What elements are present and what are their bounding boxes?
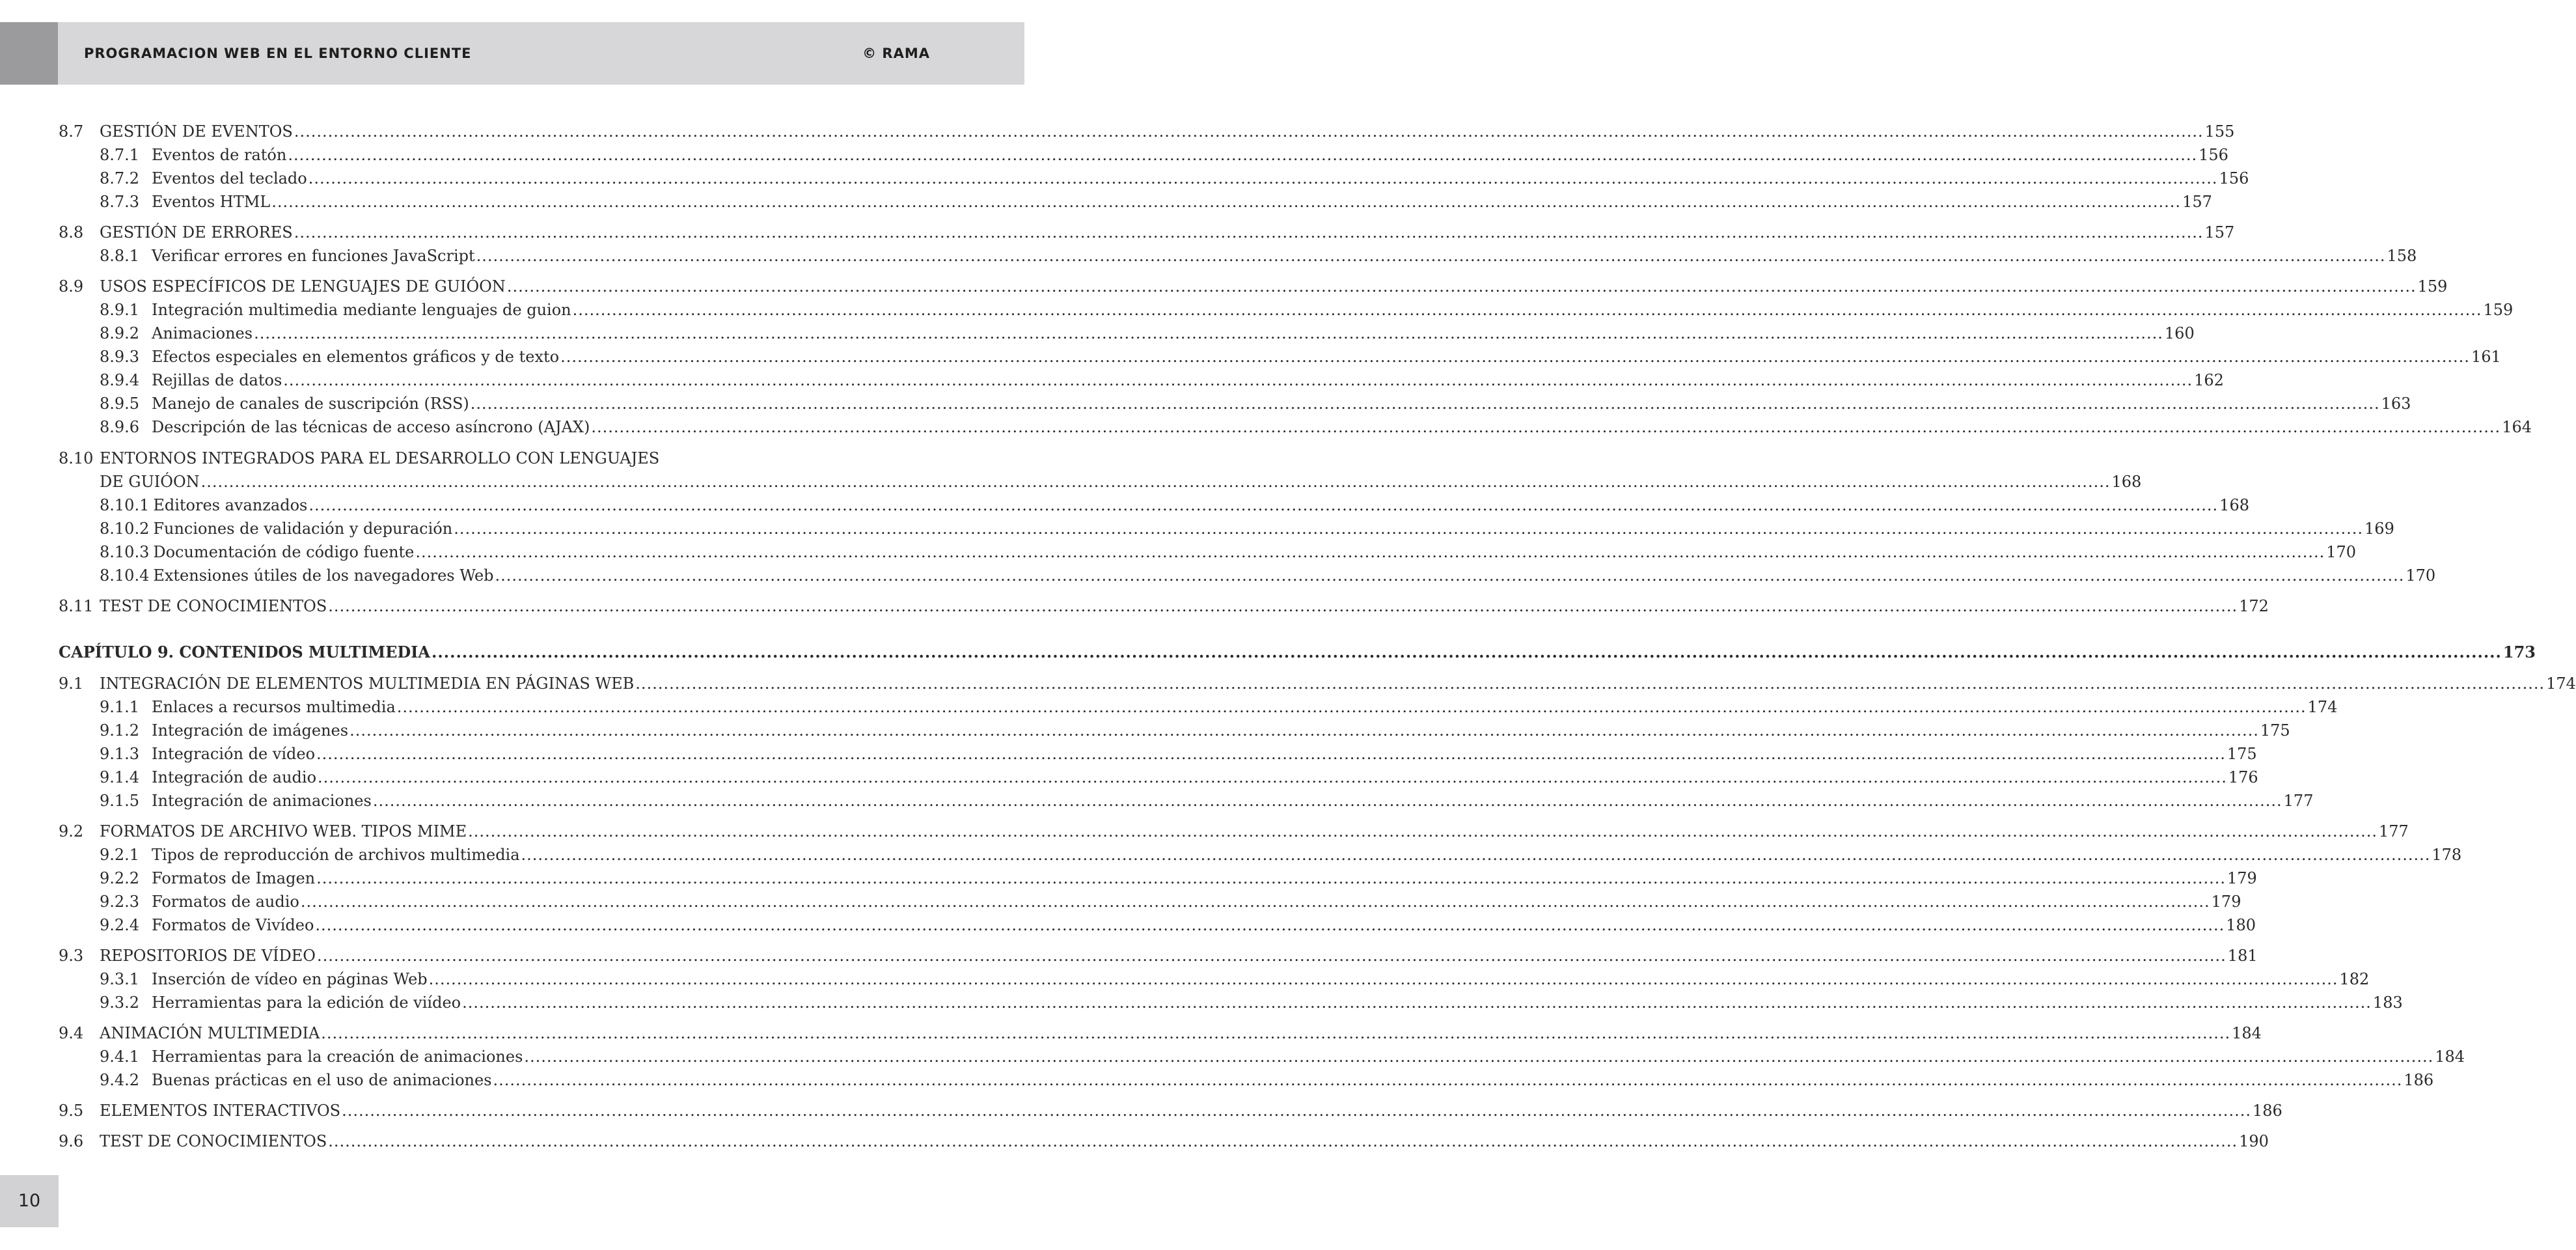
toc-entry-page: 180	[2226, 916, 2256, 934]
running-header-title: PROGRAMACION WEB EN EL ENTORNO CLIENTE	[84, 46, 472, 61]
toc-entry-number: 9.3	[59, 947, 84, 965]
toc-section-entry[interactable]	[59, 1131, 2269, 1152]
toc-entry-page: 179	[2227, 869, 2257, 887]
toc-section-entry[interactable]	[59, 276, 2448, 297]
toc-entry-title: Eventos HTML	[152, 193, 271, 211]
dot-leader	[573, 299, 2482, 320]
dot-leader	[560, 346, 2470, 367]
toc-entry-number: 8.9.3	[100, 348, 140, 366]
dot-leader	[524, 1046, 2433, 1067]
toc-subsection-entry[interactable]	[59, 1046, 2465, 1067]
toc-entry-number: 8.8.1	[100, 247, 140, 265]
toc-entry-number: 9.1.2	[100, 721, 140, 740]
toc-entry-page: 164	[2502, 418, 2532, 436]
dot-leader	[308, 495, 2218, 516]
dot-leader	[635, 673, 2545, 694]
dot-leader	[349, 720, 2259, 741]
toc-subsection-entry[interactable]	[59, 992, 2403, 1013]
dot-leader	[308, 168, 2218, 189]
toc-subsection-entry[interactable]	[59, 495, 2249, 516]
toc-entry-title: Integración multimedia mediante lenguajes de guion	[152, 301, 571, 319]
toc-entry-number: 9.4	[59, 1024, 84, 1042]
page-number: 10	[18, 1191, 41, 1211]
toc-subsection-entry[interactable]	[59, 697, 2338, 717]
dot-leader	[318, 767, 2227, 788]
toc-entry-page: 157	[2204, 223, 2235, 242]
toc-entry-page: 169	[2364, 520, 2394, 538]
dot-leader	[301, 891, 2210, 912]
dot-leader	[271, 191, 2181, 212]
toc-subsection-entry[interactable]	[59, 891, 2241, 912]
toc-entry-page: 176	[2228, 768, 2258, 786]
toc-entry-page: 158	[2387, 247, 2417, 265]
toc-entry-title: Integración de audio	[152, 768, 317, 786]
toc-section-entry[interactable]	[59, 448, 930, 469]
toc-subsection-entry[interactable]	[59, 299, 2514, 320]
toc-entry-title: Documentación de código fuente	[153, 543, 415, 561]
toc-entry-number: 8.9.2	[100, 324, 140, 342]
toc-subsection-entry[interactable]	[59, 168, 2249, 189]
toc-entry-number: 8.7.1	[100, 146, 140, 164]
dot-leader	[432, 642, 2502, 663]
toc-entry-title: Inserción de vídeo en páginas Web	[152, 970, 428, 988]
toc-entry-title: Formatos de Imagen	[152, 869, 316, 887]
toc-entry-title: Manejo de canales de suscripción (RSS)	[152, 395, 469, 413]
dot-leader	[476, 245, 2386, 266]
dot-leader	[317, 945, 2227, 966]
toc-entry-title: Editores avanzados	[153, 496, 308, 514]
toc-entry-title: Verificar errores en funciones JavaScript	[152, 247, 475, 265]
dot-leader	[254, 323, 2163, 344]
toc-entry-number: 9.1.5	[100, 792, 140, 810]
toc-subsection-entry[interactable]	[59, 767, 2258, 788]
toc-entry-title: Eventos del teclado	[152, 169, 307, 188]
toc-entry-number: 8.8	[59, 223, 84, 242]
toc-entry-number: 8.11	[59, 597, 94, 615]
toc-subsection-entry[interactable]	[59, 393, 2411, 414]
toc-entry-page: 172	[2239, 597, 2269, 615]
toc-section-entry[interactable]	[59, 121, 2235, 142]
toc-entry-number: 8.10.2	[100, 520, 150, 538]
dot-leader	[294, 121, 2204, 142]
toc-entry-number: 8.7.2	[100, 169, 140, 188]
toc-subsection-entry[interactable]	[59, 417, 2532, 438]
toc-subsection-entry[interactable]	[59, 245, 2417, 266]
dot-leader	[342, 1100, 2251, 1121]
toc-entry-number: 8.7.3	[100, 193, 140, 211]
toc-entry-number: 8.10	[59, 449, 94, 467]
dot-leader	[321, 1023, 2230, 1044]
toc-entry-number: 9.1.1	[100, 698, 140, 716]
toc-entry-number: 8.10.1	[100, 496, 150, 514]
toc-entry-page: 168	[2111, 473, 2142, 491]
dot-leader	[201, 471, 2111, 492]
dot-leader	[429, 969, 2338, 990]
dot-leader	[294, 222, 2204, 243]
toc-entry-number: 9.1.3	[100, 745, 140, 763]
toc-entry-page: 168	[2219, 496, 2249, 514]
toc-entry-page: 156	[2219, 169, 2249, 188]
dot-leader	[495, 565, 2405, 586]
toc-entry-title: TEST DE CONOCIMIENTOS	[100, 1132, 327, 1150]
header-color-block	[0, 22, 58, 85]
toc-entry-number: 8.7	[59, 122, 84, 141]
dot-leader	[288, 145, 2197, 165]
toc-entry-number: 9.4.1	[100, 1048, 140, 1066]
toc-entry-page: 159	[2483, 301, 2514, 319]
toc-entry-page: 162	[2194, 371, 2224, 389]
toc-entry-number: 9.1	[59, 674, 84, 693]
toc-subsection-entry[interactable]	[59, 518, 2394, 539]
dot-leader	[521, 844, 2431, 865]
toc-entry-page: 160	[2164, 324, 2195, 342]
toc-entry-page: 170	[2405, 566, 2436, 585]
toc-entry-title: REPOSITORIOS DE VÍDEO	[100, 947, 316, 965]
toc-entry-title: DE GUIÓON	[100, 473, 200, 491]
toc-entry-page: 181	[2227, 947, 2258, 965]
toc-subsection-entry[interactable]	[59, 323, 2195, 344]
toc-entry-page: 179	[2211, 893, 2241, 911]
toc-entry-page: 177	[2283, 792, 2314, 810]
toc-section-entry[interactable]	[59, 596, 2269, 617]
toc-entry-title: Buenas prácticas en el uso de animaciones	[152, 1071, 492, 1089]
toc-entry-number: 9.2.3	[100, 893, 140, 911]
toc-entry-title: Integración de imágenes	[152, 721, 349, 740]
dot-leader	[493, 1070, 2403, 1090]
toc-entry-number: 8.9	[59, 277, 84, 296]
toc-entry-title: FORMATOS DE ARCHIVO WEB. TIPOS MIME	[100, 822, 467, 840]
toc-entry-number: 9.2.1	[100, 846, 140, 864]
dot-leader	[454, 518, 2363, 539]
dot-leader	[415, 542, 2325, 562]
toc-entry-number: 8.10.3	[100, 543, 150, 561]
toc-entry-title: Formatos de audio	[152, 893, 299, 911]
toc-entry-page: 159	[2417, 277, 2448, 296]
toc-entry-number: 9.1.4	[100, 768, 140, 786]
toc-entry-page: 182	[2339, 970, 2370, 988]
toc-entry-number: 8.9.6	[100, 418, 140, 436]
toc-entry-page: 170	[2326, 543, 2357, 561]
toc-entry-number: 9.5	[59, 1102, 84, 1120]
toc-subsection-entry[interactable]	[59, 743, 2257, 764]
toc-entry-title: Efectos especiales en elementos gráficos y de texto	[152, 348, 560, 366]
toc-entry-title: Herramientas para la edición de viídeo	[152, 993, 461, 1012]
toc-entry-page: 163	[2381, 395, 2411, 413]
toc-entry-number: 9.2	[59, 822, 84, 840]
toc-section-entry[interactable]	[59, 673, 2576, 694]
toc-entry-title: ENTORNOS INTEGRADOS PARA EL DESARROLLO CON LENGUAJES	[100, 449, 660, 467]
toc-entry-number: 9.6	[59, 1132, 84, 1150]
toc-entry-title: ANIMACIÓN MULTIMEDIA	[100, 1024, 320, 1042]
toc-subsection-entry[interactable]	[59, 720, 2290, 741]
running-header-publisher: © RAMA	[862, 46, 930, 61]
toc-entry-page: 177	[2378, 822, 2409, 840]
dot-leader	[591, 417, 2501, 438]
dot-leader	[468, 821, 2377, 842]
toc-entry-page: 155	[2204, 122, 2235, 141]
toc-entry-number: 9.3.2	[100, 993, 140, 1012]
toc-section-entry[interactable]	[59, 1023, 2262, 1044]
dot-leader	[328, 596, 2238, 617]
toc-entry-page: 190	[2239, 1132, 2269, 1150]
toc-section-entry[interactable]	[59, 945, 2258, 966]
toc-entry-title: Descripción de las técnicas de acceso asíncrono (AJAX)	[152, 418, 590, 436]
toc-entry-page: 186	[2252, 1102, 2282, 1120]
toc-entry-title: Herramientas para la creación de animaciones	[152, 1048, 523, 1066]
toc-entry-page: 178	[2432, 846, 2462, 864]
toc-entry-title: Enlaces a recursos multimedia	[152, 698, 396, 716]
toc-entry-page: 157	[2182, 193, 2212, 211]
toc-subsection-entry[interactable]	[59, 844, 2462, 865]
dot-leader	[507, 276, 2417, 297]
dot-leader	[316, 868, 2226, 889]
toc-entry-title: ELEMENTOS INTERACTIVOS	[100, 1102, 341, 1120]
toc-subsection-entry[interactable]	[59, 565, 2436, 586]
toc-subsection-entry[interactable]	[59, 542, 2357, 562]
toc-chapter-entry[interactable]	[59, 642, 2536, 663]
toc-entry-title: Funciones de validación y depuración	[153, 520, 453, 538]
toc-subsection-entry[interactable]	[59, 1070, 2434, 1090]
toc-entry-number: 8.9.1	[100, 301, 140, 319]
toc-entry-page: 184	[2232, 1024, 2262, 1042]
toc-subsection-entry[interactable]	[59, 370, 2224, 391]
toc-entry-number: 8.9.5	[100, 395, 140, 413]
toc-entry-title: Extensiones útiles de los navegadores Web	[153, 566, 494, 585]
toc-subsection-entry[interactable]	[59, 346, 2501, 367]
toc-subsection-entry[interactable]	[59, 145, 2228, 165]
toc-entry-title: Tipos de reproducción de archivos multimedia	[152, 846, 520, 864]
toc-entry-title: GESTIÓN DE ERRORES	[100, 223, 293, 242]
toc-section-entry[interactable]	[59, 471, 2142, 492]
toc-entry-title: Animaciones	[152, 324, 253, 342]
dot-leader	[315, 915, 2225, 936]
toc-entry-title: USOS ESPECÍFICOS DE LENGUAJES DE GUIÓON	[100, 277, 506, 296]
toc-entry-number: 9.2.2	[100, 869, 140, 887]
toc-subsection-entry[interactable]	[59, 915, 2256, 936]
dot-leader	[397, 697, 2307, 717]
toc-section-entry[interactable]	[59, 1100, 2282, 1121]
toc-entry-number: 9.3.1	[100, 970, 140, 988]
toc-entry-page: 184	[2435, 1048, 2465, 1066]
toc-entry-page: 183	[2372, 993, 2403, 1012]
toc-subsection-entry[interactable]	[59, 790, 2314, 811]
toc-subsection-entry[interactable]	[59, 969, 2370, 990]
toc-section-entry[interactable]	[59, 821, 2409, 842]
toc-entry-title: Integración de vídeo	[152, 745, 316, 763]
dot-leader	[316, 743, 2226, 764]
toc-entry-page: 174	[2307, 698, 2338, 716]
dot-leader	[373, 790, 2282, 811]
toc-entry-page: 175	[2260, 721, 2290, 740]
toc-subsection-entry[interactable]	[59, 868, 2257, 889]
toc-entry-page: 186	[2404, 1071, 2434, 1089]
toc-entry-title: CAPÍTULO 9. CONTENIDOS MULTIMEDIA	[59, 643, 431, 661]
toc-entry-page: 174	[2546, 674, 2576, 693]
toc-entry-number: 8.10.4	[100, 566, 150, 585]
dot-leader	[283, 370, 2193, 391]
toc-entry-page: 161	[2471, 348, 2501, 366]
toc-entry-title: TEST DE CONOCIMIENTOS	[100, 597, 327, 615]
toc-entry-title: Formatos de Vivídeo	[152, 916, 314, 934]
toc-entry-title: INTEGRACIÓN DE ELEMENTOS MULTIMEDIA EN PÁGINAS WEB	[100, 674, 635, 693]
dot-leader	[462, 992, 2372, 1013]
toc-subsection-entry[interactable]	[59, 191, 2212, 212]
toc-entry-number: 9.2.4	[100, 916, 140, 934]
toc-entry-number: 8.9.4	[100, 371, 140, 389]
dot-leader	[328, 1131, 2238, 1152]
toc-entry-title: Rejillas de datos	[152, 371, 282, 389]
toc-entry-page: 156	[2199, 146, 2228, 164]
toc-entry-page: 175	[2227, 745, 2257, 763]
toc-entry-title: Eventos de ratón	[152, 146, 287, 164]
toc-entry-page: 173	[2502, 643, 2536, 661]
toc-entry-title: Integración de animaciones	[152, 792, 372, 810]
toc-section-entry[interactable]	[59, 222, 2235, 243]
toc-entry-title: GESTIÓN DE EVENTOS	[100, 122, 293, 141]
toc-entry-number: 9.4.2	[100, 1071, 140, 1089]
dot-leader	[471, 393, 2380, 414]
